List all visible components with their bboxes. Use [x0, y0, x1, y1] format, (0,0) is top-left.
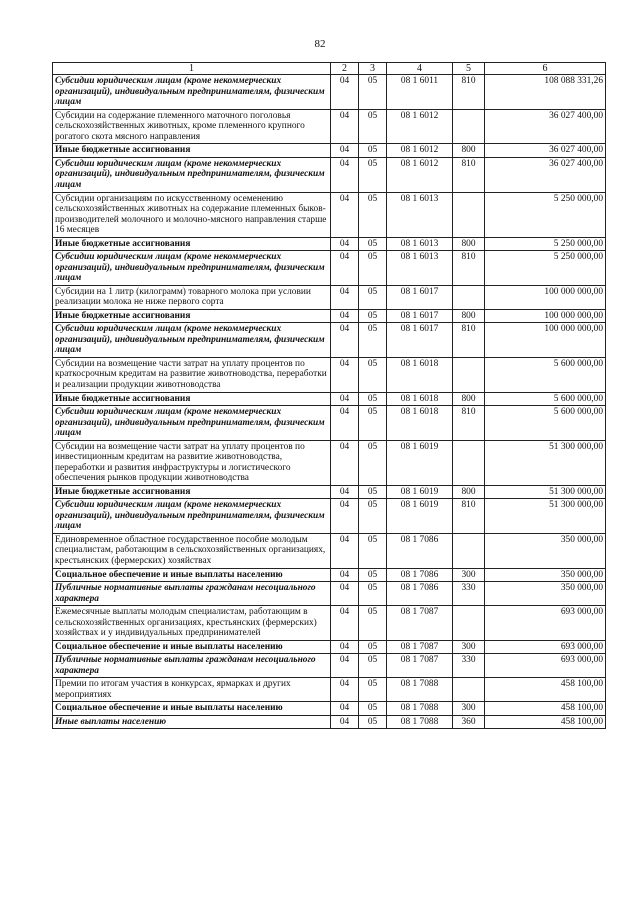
- row-amount: 5 600 000,00: [485, 406, 606, 441]
- row-section: 04: [331, 678, 359, 702]
- row-section: 04: [331, 654, 359, 678]
- row-section: 04: [331, 251, 359, 286]
- row-expense-type: 330: [453, 654, 485, 678]
- row-expense-type: [453, 357, 485, 392]
- row-subsection: 05: [359, 323, 387, 358]
- row-subsection: 05: [359, 533, 387, 568]
- row-target-article: 08 1 7086: [387, 568, 453, 582]
- row-amount: 693 000,00: [485, 654, 606, 678]
- row-target-article: 08 1 6018: [387, 406, 453, 441]
- row-expense-type: 360: [453, 715, 485, 729]
- table-row: [53, 323, 606, 358]
- row-amount: 350 000,00: [485, 582, 606, 606]
- row-target-article: 08 1 6013: [387, 192, 453, 237]
- row-expense-type: 800: [453, 485, 485, 499]
- row-expense-type: 810: [453, 406, 485, 441]
- row-name: Субсидии юридическим лицам (кроме некоммерческих организаций), индивидуальным предпринимателям, физическим лицам: [53, 499, 331, 534]
- row-target-article: 08 1 6011: [387, 75, 453, 110]
- row-subsection: 05: [359, 406, 387, 441]
- row-section: 04: [331, 285, 359, 309]
- table-row: [53, 357, 606, 392]
- row-target-article: 08 1 6012: [387, 144, 453, 158]
- row-subsection: 05: [359, 251, 387, 286]
- row-amount: 51 300 000,00: [485, 440, 606, 485]
- row-section: 04: [331, 640, 359, 654]
- row-name: Субсидии на содержание племенного маточного поголовья сельскохозяйственных животных, кроме племенного крупного рогатого скота мясного направления: [53, 109, 331, 144]
- row-name: Социальное обеспечение и иные выплаты населению: [53, 568, 331, 582]
- table-row: [53, 654, 606, 678]
- row-target-article: 08 1 6017: [387, 309, 453, 323]
- row-name: Иные бюджетные ассигнования: [53, 144, 331, 158]
- table-row: [53, 702, 606, 716]
- table-header-row: [53, 63, 606, 75]
- row-subsection: 05: [359, 192, 387, 237]
- table-row: [53, 309, 606, 323]
- row-target-article: 08 1 7086: [387, 582, 453, 606]
- row-name: Публичные нормативные выплаты гражданам несоциального характера: [53, 654, 331, 678]
- row-amount: 100 000 000,00: [485, 323, 606, 358]
- row-target-article: 08 1 7088: [387, 715, 453, 729]
- row-subsection: 05: [359, 654, 387, 678]
- row-name: Субсидии юридическим лицам (кроме некоммерческих организаций), индивидуальным предпринимателям, физическим лицам: [53, 406, 331, 441]
- row-amount: 51 300 000,00: [485, 485, 606, 499]
- row-amount: 5 250 000,00: [485, 192, 606, 237]
- row-subsection: 05: [359, 109, 387, 144]
- row-name: Социальное обеспечение и иные выплаты населению: [53, 640, 331, 654]
- row-name: Иные бюджетные ассигнования: [53, 485, 331, 499]
- row-expense-type: 330: [453, 582, 485, 606]
- row-name: Иные выплаты населению: [53, 715, 331, 729]
- table-row: [53, 568, 606, 582]
- header-col-subsection: 3: [359, 63, 387, 75]
- row-subsection: 05: [359, 285, 387, 309]
- budget-table-body: [53, 75, 606, 729]
- header-col-name: 1: [53, 63, 331, 75]
- table-row: [53, 406, 606, 441]
- row-expense-type: 810: [453, 323, 485, 358]
- row-expense-type: [453, 440, 485, 485]
- row-amount: 458 100,00: [485, 702, 606, 716]
- row-section: 04: [331, 323, 359, 358]
- row-target-article: 08 1 6013: [387, 251, 453, 286]
- row-name: Иные бюджетные ассигнования: [53, 237, 331, 251]
- row-target-article: 08 1 6018: [387, 357, 453, 392]
- table-row: [53, 75, 606, 110]
- row-target-article: 08 1 7087: [387, 640, 453, 654]
- row-name: Иные бюджетные ассигнования: [53, 392, 331, 406]
- row-amount: 350 000,00: [485, 533, 606, 568]
- row-target-article: 08 1 6017: [387, 285, 453, 309]
- row-name: Субсидии на возмещение части затрат на уплату процентов по инвестиционным кредитам на развитие животноводства, переработки и развития инфраструктуры и логистического обеспечения рынков продукции животноводства: [53, 440, 331, 485]
- row-section: 04: [331, 75, 359, 110]
- row-subsection: 05: [359, 606, 387, 641]
- row-amount: 51 300 000,00: [485, 499, 606, 534]
- row-expense-type: 300: [453, 702, 485, 716]
- row-name: Субсидии на 1 литр (килограмм) товарного молока при условии реализации молока не ниже первого сорта: [53, 285, 331, 309]
- row-name: Социальное обеспечение и иные выплаты населению: [53, 702, 331, 716]
- header-col-amount: 6: [485, 63, 606, 75]
- header-col-target-article: 4: [387, 63, 453, 75]
- row-section: 04: [331, 485, 359, 499]
- table-row: [53, 440, 606, 485]
- row-target-article: 08 1 6019: [387, 440, 453, 485]
- row-section: 04: [331, 357, 359, 392]
- row-amount: 458 100,00: [485, 715, 606, 729]
- table-row: [53, 109, 606, 144]
- table-row: [53, 485, 606, 499]
- row-target-article: 08 1 6019: [387, 499, 453, 534]
- row-subsection: 05: [359, 392, 387, 406]
- row-target-article: 08 1 6017: [387, 323, 453, 358]
- row-name: Субсидии организациям по искусственному осеменению сельскохозяйственных животных на содержание племенных быков-производителей молочного и молочно-мясного направления старше 16 месяцев: [53, 192, 331, 237]
- table-row: [53, 157, 606, 192]
- row-target-article: 08 1 6012: [387, 109, 453, 144]
- row-amount: 458 100,00: [485, 678, 606, 702]
- row-expense-type: [453, 533, 485, 568]
- row-target-article: 08 1 7086: [387, 533, 453, 568]
- row-target-article: 08 1 7087: [387, 606, 453, 641]
- row-subsection: 05: [359, 440, 387, 485]
- row-name: Публичные нормативные выплаты гражданам несоциального характера: [53, 582, 331, 606]
- row-subsection: 05: [359, 485, 387, 499]
- table-row: [53, 640, 606, 654]
- row-expense-type: [453, 285, 485, 309]
- row-name: Субсидии юридическим лицам (кроме некоммерческих организаций), индивидуальным предпринимателям, физическим лицам: [53, 251, 331, 286]
- row-section: 04: [331, 309, 359, 323]
- row-section: 04: [331, 715, 359, 729]
- row-target-article: 08 1 7088: [387, 702, 453, 716]
- row-target-article: 08 1 6013: [387, 237, 453, 251]
- table-row: [53, 192, 606, 237]
- row-name: Иные бюджетные ассигнования: [53, 309, 331, 323]
- row-subsection: 05: [359, 144, 387, 158]
- row-subsection: 05: [359, 237, 387, 251]
- table-row: [53, 582, 606, 606]
- row-section: 04: [331, 192, 359, 237]
- row-section: 04: [331, 109, 359, 144]
- row-name: Субсидии юридическим лицам (кроме некоммерческих организаций), индивидуальным предпринимателям, физическим лицам: [53, 75, 331, 110]
- row-amount: 100 000 000,00: [485, 285, 606, 309]
- table-row: [53, 533, 606, 568]
- table-row: [53, 251, 606, 286]
- row-section: 04: [331, 157, 359, 192]
- row-expense-type: [453, 192, 485, 237]
- table-row: [53, 392, 606, 406]
- row-subsection: 05: [359, 499, 387, 534]
- row-section: 04: [331, 440, 359, 485]
- row-expense-type: 800: [453, 392, 485, 406]
- row-section: 04: [331, 533, 359, 568]
- row-expense-type: [453, 109, 485, 144]
- table-row: [53, 237, 606, 251]
- row-subsection: 05: [359, 582, 387, 606]
- row-name: Субсидии юридическим лицам (кроме некоммерческих организаций), индивидуальным предпринимателям, физическим лицам: [53, 323, 331, 358]
- row-expense-type: [453, 606, 485, 641]
- row-amount: 100 000 000,00: [485, 309, 606, 323]
- row-subsection: 05: [359, 309, 387, 323]
- row-expense-type: 800: [453, 144, 485, 158]
- row-section: 04: [331, 406, 359, 441]
- row-subsection: 05: [359, 702, 387, 716]
- row-subsection: 05: [359, 75, 387, 110]
- table-row: [53, 678, 606, 702]
- row-section: 04: [331, 568, 359, 582]
- row-amount: 693 000,00: [485, 606, 606, 641]
- row-section: 04: [331, 144, 359, 158]
- row-section: 04: [331, 392, 359, 406]
- row-expense-type: 810: [453, 251, 485, 286]
- row-target-article: 08 1 6012: [387, 157, 453, 192]
- row-target-article: 08 1 6019: [387, 485, 453, 499]
- row-amount: 5 250 000,00: [485, 251, 606, 286]
- row-expense-type: [453, 678, 485, 702]
- row-amount: 350 000,00: [485, 568, 606, 582]
- table-row: [53, 499, 606, 534]
- row-subsection: 05: [359, 157, 387, 192]
- row-name: Премии по итогам участия в конкурсах, ярмарках и других мероприятиях: [53, 678, 331, 702]
- row-name: Субсидии юридическим лицам (кроме некоммерческих организаций), индивидуальным предпринимателям, физическим лицам: [53, 157, 331, 192]
- row-name: Субсидии на возмещение части затрат на уплату процентов по краткосрочным кредитам на развитие животноводства, переработки и реализации продукции животноводства: [53, 357, 331, 392]
- row-name: Единовременное областное государственное пособие молодым специалистам, работающим в сельскохозяйственных организациях, крестьянских (фермерских) хозяйствах: [53, 533, 331, 568]
- row-expense-type: 810: [453, 157, 485, 192]
- row-target-article: 08 1 7088: [387, 678, 453, 702]
- row-amount: 36 027 400,00: [485, 157, 606, 192]
- page-number: 82: [314, 38, 326, 50]
- row-expense-type: 800: [453, 237, 485, 251]
- row-subsection: 05: [359, 640, 387, 654]
- row-amount: 36 027 400,00: [485, 109, 606, 144]
- header-col-section: 2: [331, 63, 359, 75]
- row-name: Ежемесячные выплаты молодым специалистам, работающим в сельскохозяйственных организациях, крестьянских (фермерских) хозяйствах и у индивидуальных предпринимателей: [53, 606, 331, 641]
- table-row: [53, 715, 606, 729]
- row-amount: 108 088 331,26: [485, 75, 606, 110]
- row-amount: 36 027 400,00: [485, 144, 606, 158]
- row-subsection: 05: [359, 568, 387, 582]
- table-row: [53, 606, 606, 641]
- row-section: 04: [331, 582, 359, 606]
- row-subsection: 05: [359, 678, 387, 702]
- row-target-article: 08 1 6018: [387, 392, 453, 406]
- row-amount: 5 600 000,00: [485, 392, 606, 406]
- row-expense-type: 300: [453, 568, 485, 582]
- row-section: 04: [331, 237, 359, 251]
- row-expense-type: 300: [453, 640, 485, 654]
- budget-table: [52, 62, 606, 729]
- row-section: 04: [331, 499, 359, 534]
- row-section: 04: [331, 702, 359, 716]
- row-amount: 5 600 000,00: [485, 357, 606, 392]
- table-row: [53, 144, 606, 158]
- header-col-expense-type: 5: [453, 63, 485, 75]
- row-expense-type: 800: [453, 309, 485, 323]
- row-target-article: 08 1 7087: [387, 654, 453, 678]
- row-amount: 693 000,00: [485, 640, 606, 654]
- row-expense-type: 810: [453, 499, 485, 534]
- row-amount: 5 250 000,00: [485, 237, 606, 251]
- row-section: 04: [331, 606, 359, 641]
- row-subsection: 05: [359, 715, 387, 729]
- row-subsection: 05: [359, 357, 387, 392]
- row-expense-type: 810: [453, 75, 485, 110]
- table-row: [53, 285, 606, 309]
